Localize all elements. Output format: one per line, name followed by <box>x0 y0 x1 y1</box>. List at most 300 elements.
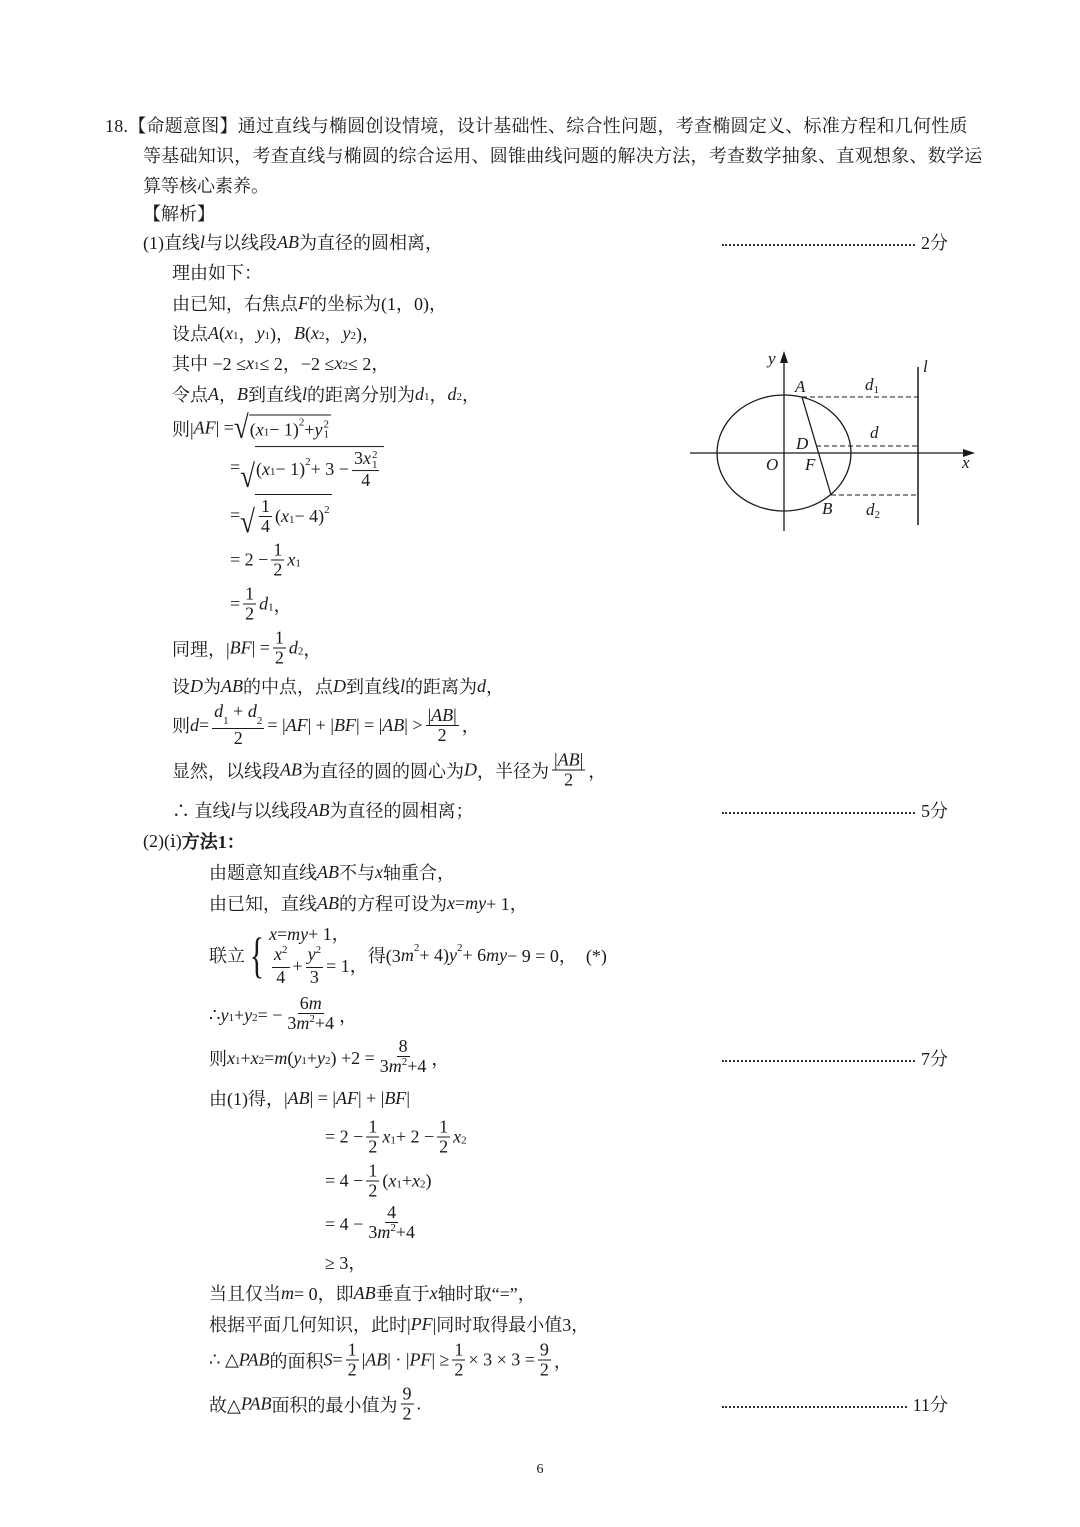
text-run: 1 <box>439 1116 449 1137</box>
text-run: = <box>230 593 241 614</box>
text-line <box>143 828 245 854</box>
text-run: 3 <box>379 1056 389 1076</box>
math-variable: m <box>400 944 414 965</box>
text-run: 垂直于 <box>375 1284 430 1304</box>
text-run: | = <box>215 417 234 438</box>
text-line <box>172 702 480 748</box>
math-variable: AB <box>277 231 300 252</box>
fraction <box>352 449 380 490</box>
numerator <box>243 585 256 605</box>
denominator <box>366 1182 379 1201</box>
denominator <box>232 729 245 748</box>
numerator <box>385 1203 398 1223</box>
text-run: = 1， <box>326 956 368 976</box>
math-variable: d <box>214 701 224 721</box>
subscript: 2 <box>256 715 263 727</box>
text-run: 2 <box>274 647 284 668</box>
text-run: 1 <box>454 1339 464 1360</box>
text-run: = <box>230 504 241 525</box>
fraction <box>426 706 459 745</box>
math-variable: d <box>415 383 425 404</box>
superscript: 2 <box>401 1056 408 1068</box>
text-run: √ ( <box>255 459 262 479</box>
text-run: +4 <box>314 1013 335 1033</box>
math-variable: my <box>287 924 309 944</box>
denominator <box>562 771 575 790</box>
score-points: 2分 <box>921 233 948 253</box>
text-run: 4 <box>361 469 371 490</box>
denominator <box>359 471 372 490</box>
subscript: 1 <box>269 466 276 479</box>
dot-leader <box>722 812 915 814</box>
fraction <box>437 1118 450 1157</box>
math-variable: x <box>255 419 264 439</box>
score-marker <box>722 797 948 823</box>
math-variable: y <box>220 1004 229 1025</box>
text-line <box>209 1385 421 1424</box>
subscript: 2 <box>350 330 356 342</box>
math-variable: m <box>274 1047 288 1068</box>
superscript: 2 <box>305 456 311 469</box>
text-run: + <box>240 1047 251 1068</box>
denominator <box>308 968 321 987</box>
numerator <box>538 1341 551 1361</box>
text-run: 则 <box>172 716 190 736</box>
math-variable: AB <box>317 861 339 882</box>
text-run: | = <box>251 637 270 658</box>
label-b: B <box>822 499 833 518</box>
label-x: x <box>962 453 970 472</box>
text-run: + <box>292 956 303 976</box>
text-run: 则 <box>209 1049 227 1069</box>
math-variable: A <box>208 322 219 343</box>
fraction <box>273 629 286 668</box>
fraction <box>366 1118 379 1157</box>
subscript: 2 <box>461 1134 467 1146</box>
text-run: ) <box>425 1170 432 1191</box>
text-line <box>209 859 455 885</box>
score-marker <box>722 1045 948 1071</box>
subscript: 1 <box>254 360 260 372</box>
text-line <box>172 290 447 316</box>
text-line <box>209 923 607 987</box>
subscript: 1 <box>371 458 378 471</box>
text-run: = <box>230 457 241 478</box>
denominator <box>273 649 286 668</box>
text-run: 1 <box>273 539 283 560</box>
text-run: 设点 <box>172 324 208 344</box>
text-run: 2 <box>439 1136 449 1157</box>
label-y: y <box>768 349 776 368</box>
text-run: 1 <box>368 1160 378 1181</box>
text-run: ∴ 直线 <box>172 801 231 821</box>
math-variable: x <box>225 322 233 343</box>
text-run: 轴重合， <box>383 863 455 883</box>
math-variable: y <box>256 322 265 343</box>
superscript: 2 <box>456 942 463 954</box>
text-line <box>172 320 380 346</box>
text-run: + 1， <box>486 894 528 914</box>
text-run: 显然，以线段 <box>172 761 280 781</box>
radicand <box>249 415 331 442</box>
superscript: 2 <box>323 418 330 431</box>
text-run: + 6 <box>462 944 487 965</box>
math-variable: d <box>259 593 269 614</box>
text-line <box>172 751 606 790</box>
text-run: + <box>306 1047 317 1068</box>
subscript: 2 <box>319 330 325 342</box>
math-variable: BF <box>333 714 356 735</box>
math-variable: BF <box>384 1087 407 1108</box>
math-variable: x <box>280 506 289 526</box>
text-run: + <box>304 419 315 439</box>
subscript: 1 <box>228 1012 234 1024</box>
text-run: 得(3 <box>367 946 401 966</box>
math-variable: PAB <box>238 1349 270 1370</box>
text-run: 2 <box>368 1136 378 1157</box>
text-line <box>209 890 528 916</box>
text-run: 等基础知识，考查直线与椭圆的综合运用、圆锥曲线问题的解决方法，考查数学抽象、直观想象、数学运 <box>143 146 983 166</box>
fraction <box>552 751 585 790</box>
text-line <box>105 112 978 138</box>
math-variable: x <box>274 944 282 964</box>
fraction <box>378 1037 429 1079</box>
text-run: ， <box>238 324 257 344</box>
text-run: − 4) <box>294 506 325 526</box>
math-variable: x <box>246 352 255 373</box>
fraction <box>212 702 264 748</box>
math-variable: AB <box>287 1087 310 1108</box>
label-d: d <box>870 423 879 442</box>
text-run: = | <box>267 714 286 735</box>
text-run: 不与 <box>339 863 375 883</box>
text-run: ， <box>429 385 448 405</box>
text-run: 4 <box>387 1202 397 1222</box>
text-run: ∴ <box>209 1004 221 1025</box>
text-run: | ≥ <box>431 1349 450 1370</box>
text-line <box>143 142 983 168</box>
denominator <box>274 968 287 987</box>
subscript: 1 <box>288 513 295 526</box>
text-run: ，半径为 <box>477 761 549 781</box>
y-axis-arrow-icon <box>780 351 788 363</box>
subscript: 1 <box>424 391 430 403</box>
text-run: 1 <box>368 1116 378 1137</box>
math-variable: AB <box>280 759 302 780</box>
text-run: = <box>199 714 210 735</box>
numerator <box>298 994 324 1014</box>
math-variable: d <box>288 637 298 658</box>
math-variable: my <box>465 892 487 913</box>
math-variable: l <box>200 231 206 252</box>
numerator <box>397 1037 410 1057</box>
text-run: 1 <box>260 496 270 516</box>
text-run: + 1， <box>308 924 350 944</box>
math-variable: l <box>302 383 308 404</box>
text-run: 2 <box>402 1403 412 1424</box>
subscript: 1 <box>390 1134 396 1146</box>
fraction <box>243 585 256 624</box>
numerator <box>366 1118 379 1138</box>
text-run: 根据平面几何知识，此时| <box>209 1315 411 1335</box>
text-run: = <box>264 1047 275 1068</box>
dot-leader <box>722 244 915 246</box>
denominator <box>285 1014 336 1036</box>
math-variable: AB <box>365 1349 388 1370</box>
dot-leader <box>722 1060 915 1062</box>
square-root <box>240 446 384 490</box>
math-variable: AB <box>557 749 580 770</box>
math-variable: x <box>429 1282 438 1303</box>
text-run: | <box>453 704 457 725</box>
system-row <box>269 923 368 945</box>
math-variable: x <box>261 459 270 479</box>
math-variable: AF <box>285 714 308 735</box>
fraction <box>401 1385 414 1424</box>
text-run: 4 <box>276 967 286 987</box>
math-variable: BF <box>229 637 252 658</box>
text-run: (2)(ⅰ) <box>143 830 182 851</box>
math-variable: B <box>294 322 305 343</box>
math-variable: my <box>486 944 508 965</box>
text-run: . <box>416 1393 422 1414</box>
text-line <box>325 1162 431 1201</box>
text-run: 由(1)得，| <box>209 1089 288 1109</box>
text-run: = <box>455 892 466 913</box>
denominator <box>366 1138 379 1157</box>
text-run: + <box>233 1004 245 1025</box>
text-run: 由已知，右焦点 <box>172 294 298 314</box>
text-run: | = | <box>309 1087 336 1108</box>
text-run: 18.【命题意图】通过直线与椭圆创设情境，设计基础性、综合性问题，考查椭圆定义、标准方程和几何性质 <box>105 116 968 136</box>
text-run: 2 <box>454 1359 464 1380</box>
text-line <box>230 446 384 490</box>
numerator <box>401 1385 414 1405</box>
math-variable: x <box>362 448 371 469</box>
text-line <box>325 1118 467 1157</box>
math-variable: AB <box>221 675 243 696</box>
text-line <box>209 1037 449 1079</box>
superscript: 2 <box>413 942 420 954</box>
subscript: 2 <box>324 1055 331 1067</box>
subscript: 2 <box>456 391 463 403</box>
text-run: = 2 − <box>230 549 269 570</box>
text-line <box>209 1280 536 1306</box>
text-line <box>209 1085 410 1111</box>
subscript: 1 <box>295 557 301 569</box>
math-variable: y <box>342 322 351 343</box>
text-line <box>172 259 262 285</box>
label-d2: d2 <box>866 500 880 521</box>
math-variable: AB <box>317 892 339 913</box>
numerator <box>212 702 264 729</box>
text-line <box>172 797 474 823</box>
fraction <box>538 1341 551 1380</box>
label-D: D <box>796 434 809 453</box>
text-line <box>172 350 389 376</box>
text-line <box>172 629 321 668</box>
numerator <box>271 541 284 561</box>
text-run: 理由如下： <box>172 263 262 283</box>
fraction <box>366 1162 379 1201</box>
math-variable: B <box>237 383 248 404</box>
subscript: 1 <box>235 1055 241 1067</box>
numerator <box>352 449 380 471</box>
numerator <box>366 1162 379 1182</box>
math-variable: AB <box>353 1282 376 1303</box>
math-variable: m <box>281 1282 294 1303</box>
text-run: 同理，| <box>172 639 230 659</box>
denominator <box>378 1057 429 1079</box>
fraction <box>271 541 284 580</box>
text-run: ( <box>219 322 225 343</box>
text-run: × 3 × 3 = <box>468 1349 535 1370</box>
radicand <box>255 446 384 490</box>
sub-superscript <box>372 450 378 470</box>
label-l: l <box>923 357 928 376</box>
math-variable: D <box>333 675 346 696</box>
text-run: +4 <box>395 1222 415 1242</box>
text-run: 9 <box>402 1383 412 1404</box>
math-variable: AB <box>382 714 405 735</box>
text-run: + 4) <box>419 944 449 965</box>
score-marker <box>722 229 948 255</box>
numerator <box>306 945 324 968</box>
text-run: 故△ <box>209 1395 241 1415</box>
denominator <box>538 1361 551 1380</box>
text-run: | + | <box>307 714 334 735</box>
text-run: = <box>277 924 288 944</box>
text-run: 2 <box>245 603 255 624</box>
square-root <box>234 415 331 442</box>
text-run: 的方程可设为 <box>339 894 447 914</box>
subscript: 1 <box>264 330 270 342</box>
text-run: ， <box>461 716 480 736</box>
text-run: ( <box>382 1170 389 1191</box>
superscript: 2 <box>390 1222 396 1234</box>
denominator <box>259 517 272 536</box>
text-line <box>143 229 443 255</box>
superscript: 2 <box>324 503 330 516</box>
score-marker <box>722 1391 948 1417</box>
text-run: + <box>401 1170 412 1191</box>
subscript: 2 <box>342 360 348 372</box>
text-run: = 4 − <box>325 1213 364 1234</box>
text-run: 2 <box>233 728 243 748</box>
dot-leader <box>722 1406 907 1408</box>
text-run: ， <box>219 385 237 405</box>
text-run: 则| <box>172 419 194 439</box>
text-run: 3 <box>353 448 363 469</box>
fraction <box>366 1203 417 1245</box>
text-line <box>230 541 301 580</box>
math-variable: x <box>382 1126 391 1147</box>
text-line <box>209 994 357 1036</box>
text-line <box>325 1249 366 1275</box>
superscript: 2 <box>309 1013 315 1025</box>
math-variable: m <box>308 993 322 1013</box>
math-variable: x <box>411 1170 420 1191</box>
text-run: | <box>579 749 584 770</box>
text-line <box>143 172 269 198</box>
math-variable: { x <box>269 924 277 944</box>
numerator <box>437 1118 450 1138</box>
math-variable: PF <box>409 1349 432 1370</box>
math-variable: x <box>334 352 343 373</box>
fraction <box>306 945 324 987</box>
text-run: ≥ 3， <box>325 1253 367 1273</box>
text-run: | + | <box>357 1087 385 1108</box>
text-run: ， <box>462 385 481 405</box>
text-run: (1)直线 <box>143 233 200 253</box>
text-run: ， <box>324 324 343 344</box>
denominator <box>346 1361 359 1380</box>
score-points: 11分 <box>912 1395 948 1415</box>
math-variable: y <box>307 944 316 964</box>
text-run: 的中点，点 <box>243 677 333 697</box>
math-variable: y <box>448 944 457 965</box>
text-run: = − <box>257 1004 283 1025</box>
math-variable: x <box>311 322 319 343</box>
math-variable: d <box>190 714 199 735</box>
fraction <box>346 1341 359 1380</box>
subscript: 1 <box>396 1178 402 1190</box>
text-run: 到直线 <box>346 677 400 697</box>
math-variable: l <box>230 799 236 820</box>
denominator <box>452 1361 465 1380</box>
math-variable: AF <box>335 1087 358 1108</box>
fraction <box>452 1341 465 1380</box>
text-run: 为直径的圆的圆心为 <box>302 761 464 781</box>
text-run: + 3 − <box>310 459 349 479</box>
text-run: 联立 <box>209 946 245 966</box>
text-run: − 9 = 0， (*) <box>507 946 607 966</box>
system-row <box>269 945 368 987</box>
text-run: |同时取得最小值3， <box>432 1315 590 1335</box>
denominator <box>243 605 256 624</box>
math-variable: y <box>314 419 323 439</box>
text-run: ， <box>553 1351 572 1371</box>
text-run: 为直径的圆相离； <box>329 801 474 821</box>
text-run: ≤ 2，−2 ≤ <box>259 354 335 374</box>
text-run: 的面积 <box>269 1351 324 1371</box>
math-variable: x <box>227 1047 235 1068</box>
text-run: 的坐标为(1，0)， <box>309 294 447 314</box>
text-run: 与以线段 <box>235 801 308 821</box>
subscript: 2 <box>419 1178 426 1190</box>
text-run: 1 <box>347 1339 357 1360</box>
superscript: 2 <box>371 448 378 461</box>
text-run: )， <box>356 324 380 344</box>
text-run: ， <box>486 677 505 697</box>
numerator <box>259 497 272 517</box>
math-variable: PAB <box>240 1393 272 1414</box>
text-run: 由已知，直线 <box>209 894 317 914</box>
math-variable: m <box>388 1056 402 1076</box>
text-run: 1 <box>274 627 284 648</box>
math-variable: y <box>316 1047 325 1068</box>
numerator <box>346 1341 359 1361</box>
subscript: 1 <box>263 426 270 439</box>
text-run: ≤ 2， <box>347 354 390 374</box>
math-variable: y <box>293 1047 302 1068</box>
text-run: | <box>406 1087 410 1108</box>
sub-superscript <box>324 420 330 440</box>
math-variable: x <box>447 892 455 913</box>
text-run: 2 <box>273 559 283 580</box>
text-run: 4 <box>260 516 270 536</box>
numerator <box>272 945 290 968</box>
